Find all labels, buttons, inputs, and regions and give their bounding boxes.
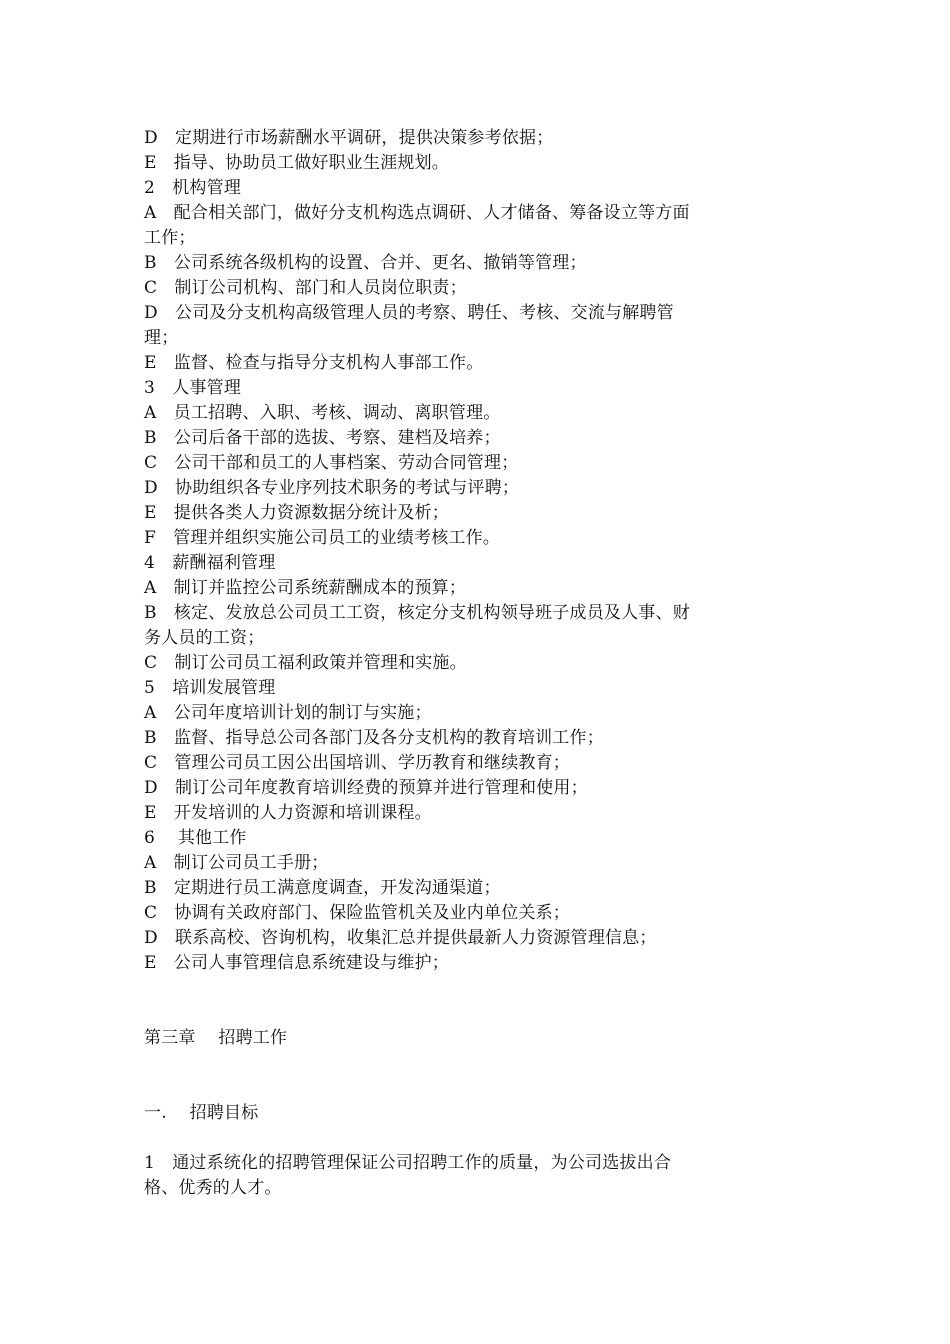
chapter-title: 第三章 招聘工作 (144, 1028, 288, 1048)
paragraph-line: 格、优秀的人才。 (144, 1178, 282, 1198)
text-line: E 公司人事管理信息系统建设与维护； (144, 953, 450, 973)
text-line: A 公司年度培训计划的制订与实施； (144, 703, 432, 723)
text-line: B 定期进行员工满意度调查，开发沟通渠道； (144, 878, 501, 898)
text-line: E 指导、协助员工做好职业生涯规划。 (144, 153, 450, 173)
text-line: A 制订并监控公司系统薪酬成本的预算； (144, 578, 467, 598)
text-line: D 制订公司年度教育培训经费的预算并进行管理和使用； (144, 778, 588, 798)
text-line: C 协调有关政府部门、保险监管机关及业内单位关系； (144, 903, 571, 923)
text-line: D 协助组织各专业序列技术职务的考试与评聘； (144, 478, 520, 498)
text-line: D 公司及分支机构高级管理人员的考察、聘任、考核、交流与解聘管 (144, 303, 674, 323)
section-heading: 2 机构管理 (144, 178, 242, 198)
document-body (144, 126, 764, 1201)
text-line: E 监督、检查与指导分支机构人事部工作。 (144, 353, 484, 373)
text-line: D 联系高校、咨询机构，收集汇总并提供最新人力资源管理信息； (144, 928, 657, 948)
text-line: B 核定、发放总公司员工工资，核定分支机构领导班子成员及人事、财 (144, 603, 690, 623)
text-line: A 员工招聘、入职、考核、调动、离职管理。 (144, 403, 501, 423)
text-line: A 制订公司员工手册； (144, 853, 329, 873)
text-line: C 管理公司员工因公出国培训、学历教育和继续教育； (144, 753, 571, 773)
text-line: D 定期进行市场薪酬水平调研，提供决策参考依据； (144, 128, 554, 148)
text-line: B 监督、指导总公司各部门及各分支机构的教育培训工作； (144, 728, 604, 748)
section-heading: 3 人事管理 (144, 378, 242, 398)
paragraph-line: 1 通过系统化的招聘管理保证公司招聘工作的质量，为公司选拔出合 (144, 1153, 672, 1173)
text-line: A 配合相关部门，做好分支机构选点调研、人才储备、筹备设立等方面 (144, 203, 690, 223)
text-line: E 开发培训的人力资源和培训课程。 (144, 803, 432, 823)
text-line: 务人员的工资； (144, 628, 265, 648)
text-line: C 制订公司机构、部门和人员岗位职责； (144, 278, 467, 298)
text-line: B 公司系统各级机构的设置、合并、更名、撤销等管理； (144, 253, 587, 273)
text-line: B 公司后备干部的选拔、考察、建档及培养； (144, 428, 501, 448)
section-heading: 5 培训发展管理 (144, 678, 276, 698)
section-title: 一. 招聘目标 (144, 1103, 259, 1123)
section-heading: 6 其他工作 (144, 828, 247, 848)
section-heading: 4 薪酬福利管理 (144, 553, 276, 573)
text-line: C 公司干部和员工的人事档案、劳动合同管理； (144, 453, 519, 473)
spacer (144, 1126, 764, 1151)
text-line: E 提供各类人力资源数据分统计及析； (144, 503, 450, 523)
text-line: 工作； (144, 228, 196, 248)
text-line: 理； (144, 328, 179, 348)
spacer (144, 1051, 764, 1101)
text-line: F 管理并组织实施公司员工的业绩考核工作。 (144, 528, 500, 548)
text-line: C 制订公司员工福利政策并管理和实施。 (144, 653, 467, 673)
spacer (144, 976, 764, 1026)
